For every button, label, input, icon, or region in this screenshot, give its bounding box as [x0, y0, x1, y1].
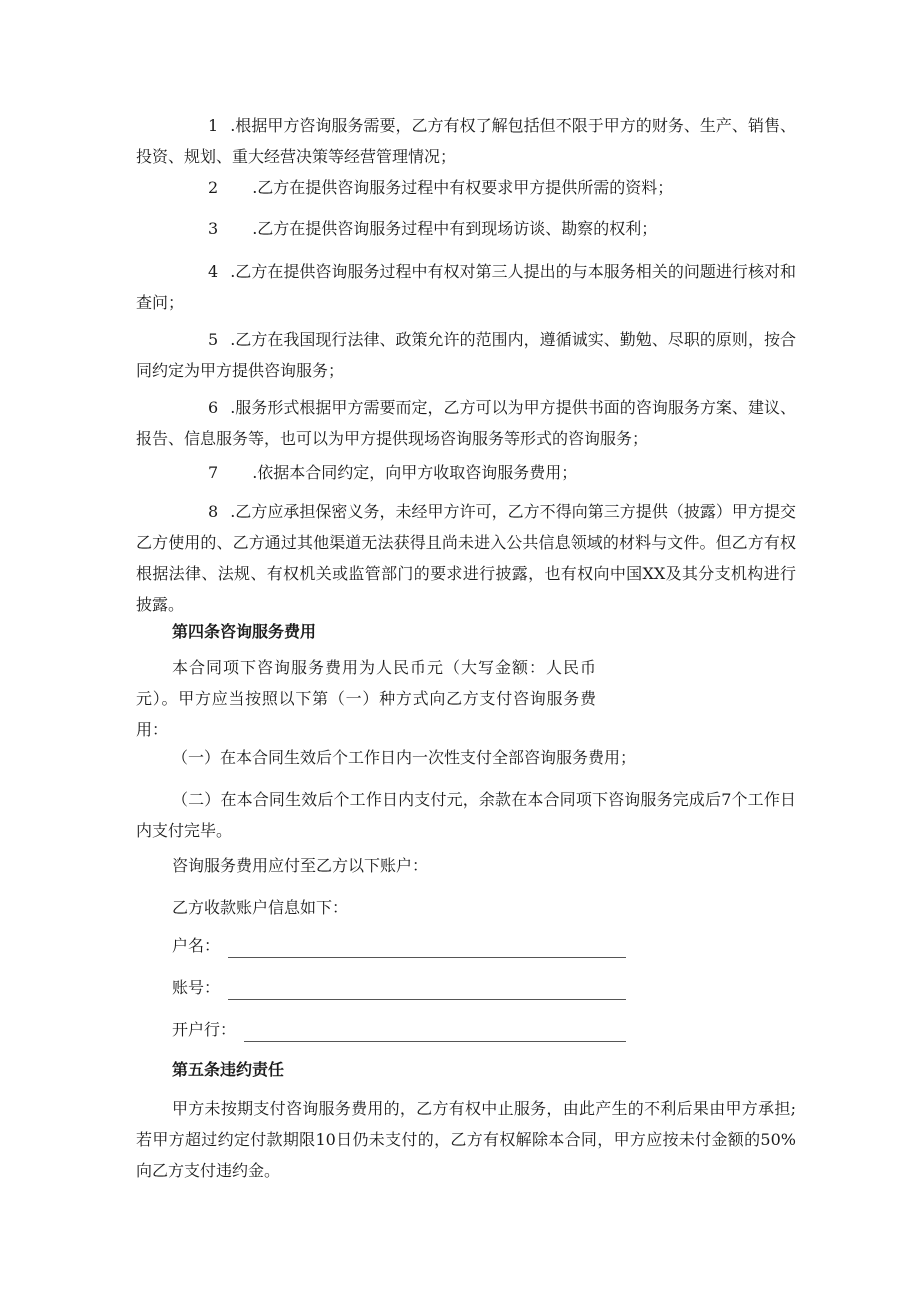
payment-option-1: （一）在本合同生效后个工作日内一次性支付全部咨询服务费用； — [172, 748, 637, 767]
fee-paragraph: 本合同项下咨询服务费用为人民币元（大写金额：人民币元）。甲方应当按照以下第（一）种方式向乙方支付咨询服务费用： — [136, 658, 596, 739]
account-number-blank — [228, 985, 626, 1000]
account-number-row — [172, 976, 626, 1000]
item-number: 2 — [208, 178, 219, 197]
section-5-heading: 第五条违约责任 — [172, 1060, 285, 1079]
item-number: 6 — [208, 398, 219, 417]
item-number: 7 — [208, 463, 219, 482]
account-info-text: 乙方收款账户信息如下： — [172, 898, 349, 917]
account-name-blank — [228, 943, 626, 958]
item-number: 8 — [208, 502, 219, 521]
item-number: 3 — [208, 219, 219, 238]
item-number: 4 — [208, 262, 219, 281]
list-item-2 — [136, 172, 796, 203]
list-item-8 — [136, 496, 796, 620]
account-name-row — [172, 934, 626, 958]
bank-label: 开户行： — [172, 1020, 237, 1039]
account-number-label: 账号： — [172, 978, 221, 997]
item-number: 5 — [208, 330, 219, 349]
item-text: .乙方在提供咨询服务过程中有权要求甲方提供所需的资料； — [252, 178, 674, 197]
item-text: .乙方在提供咨询服务过程中有到现场访谈、勘察的权利； — [252, 219, 658, 238]
breach-paragraph: 甲方未按期支付咨询服务费用的，乙方有权中止服务，由此产生的不利后果由甲方承担;若甲方超过约定付款期限10日仍未支付的，乙方有权解除本合同，甲方应按未付金额的50%向乙方支付违约金。 — [136, 1099, 796, 1180]
pay-to-account-text: 咨询服务费用应付至乙方以下账户： — [172, 856, 429, 875]
item-text: .乙方在我国现行法律、政策允许的范围内，遵循诚实、勤勉、尽职的原则，按合同约定为甲方提供咨询服务； — [136, 330, 796, 380]
section-4-heading: 第四条咨询服务费用 — [172, 622, 317, 641]
list-item-3 — [136, 213, 796, 244]
list-item-5 — [136, 324, 796, 386]
list-item-6 — [136, 392, 796, 454]
item-text: .乙方应承担保密义务，未经甲方许可，乙方不得向第三方提供（披露）甲方提交乙方使用的、乙方通过其他渠道无法获得且尚未进入公共信息领域的材料与文件。但乙方有权根据法律、法规、有权机关或监管部门的要求进行披露，也有权向中国XX及其分支机构进行披露。 — [136, 502, 796, 614]
item-text: .依据本合同约定，向甲方收取咨询服务费用； — [252, 463, 578, 482]
item-text: .乙方在提供咨询服务过程中有权对第三人提出的与本服务相关的问题进行核对和查问； — [136, 262, 796, 312]
list-item-4 — [136, 256, 796, 318]
item-number: 1 — [208, 116, 219, 135]
bank-row — [172, 1018, 626, 1042]
bank-blank — [244, 1027, 626, 1042]
list-item-7 — [136, 457, 796, 488]
account-name-label: 户名： — [172, 936, 221, 955]
item-text: .服务形式根据甲方需要而定，乙方可以为甲方提供书面的咨询服务方案、建议、报告、信息服务等，也可以为甲方提供现场咨询服务等形式的咨询服务； — [136, 398, 796, 448]
item-text: .根据甲方咨询服务需要，乙方有权了解包括但不限于甲方的财务、生产、销售、投资、规划、重大经营决策等经营管理情况； — [136, 116, 796, 166]
list-item-1 — [136, 110, 796, 172]
payment-option-2: （二）在本合同生效后个工作日内支付元，余款在本合同项下咨询服务完成后7个工作日内支付完毕。 — [136, 790, 796, 840]
